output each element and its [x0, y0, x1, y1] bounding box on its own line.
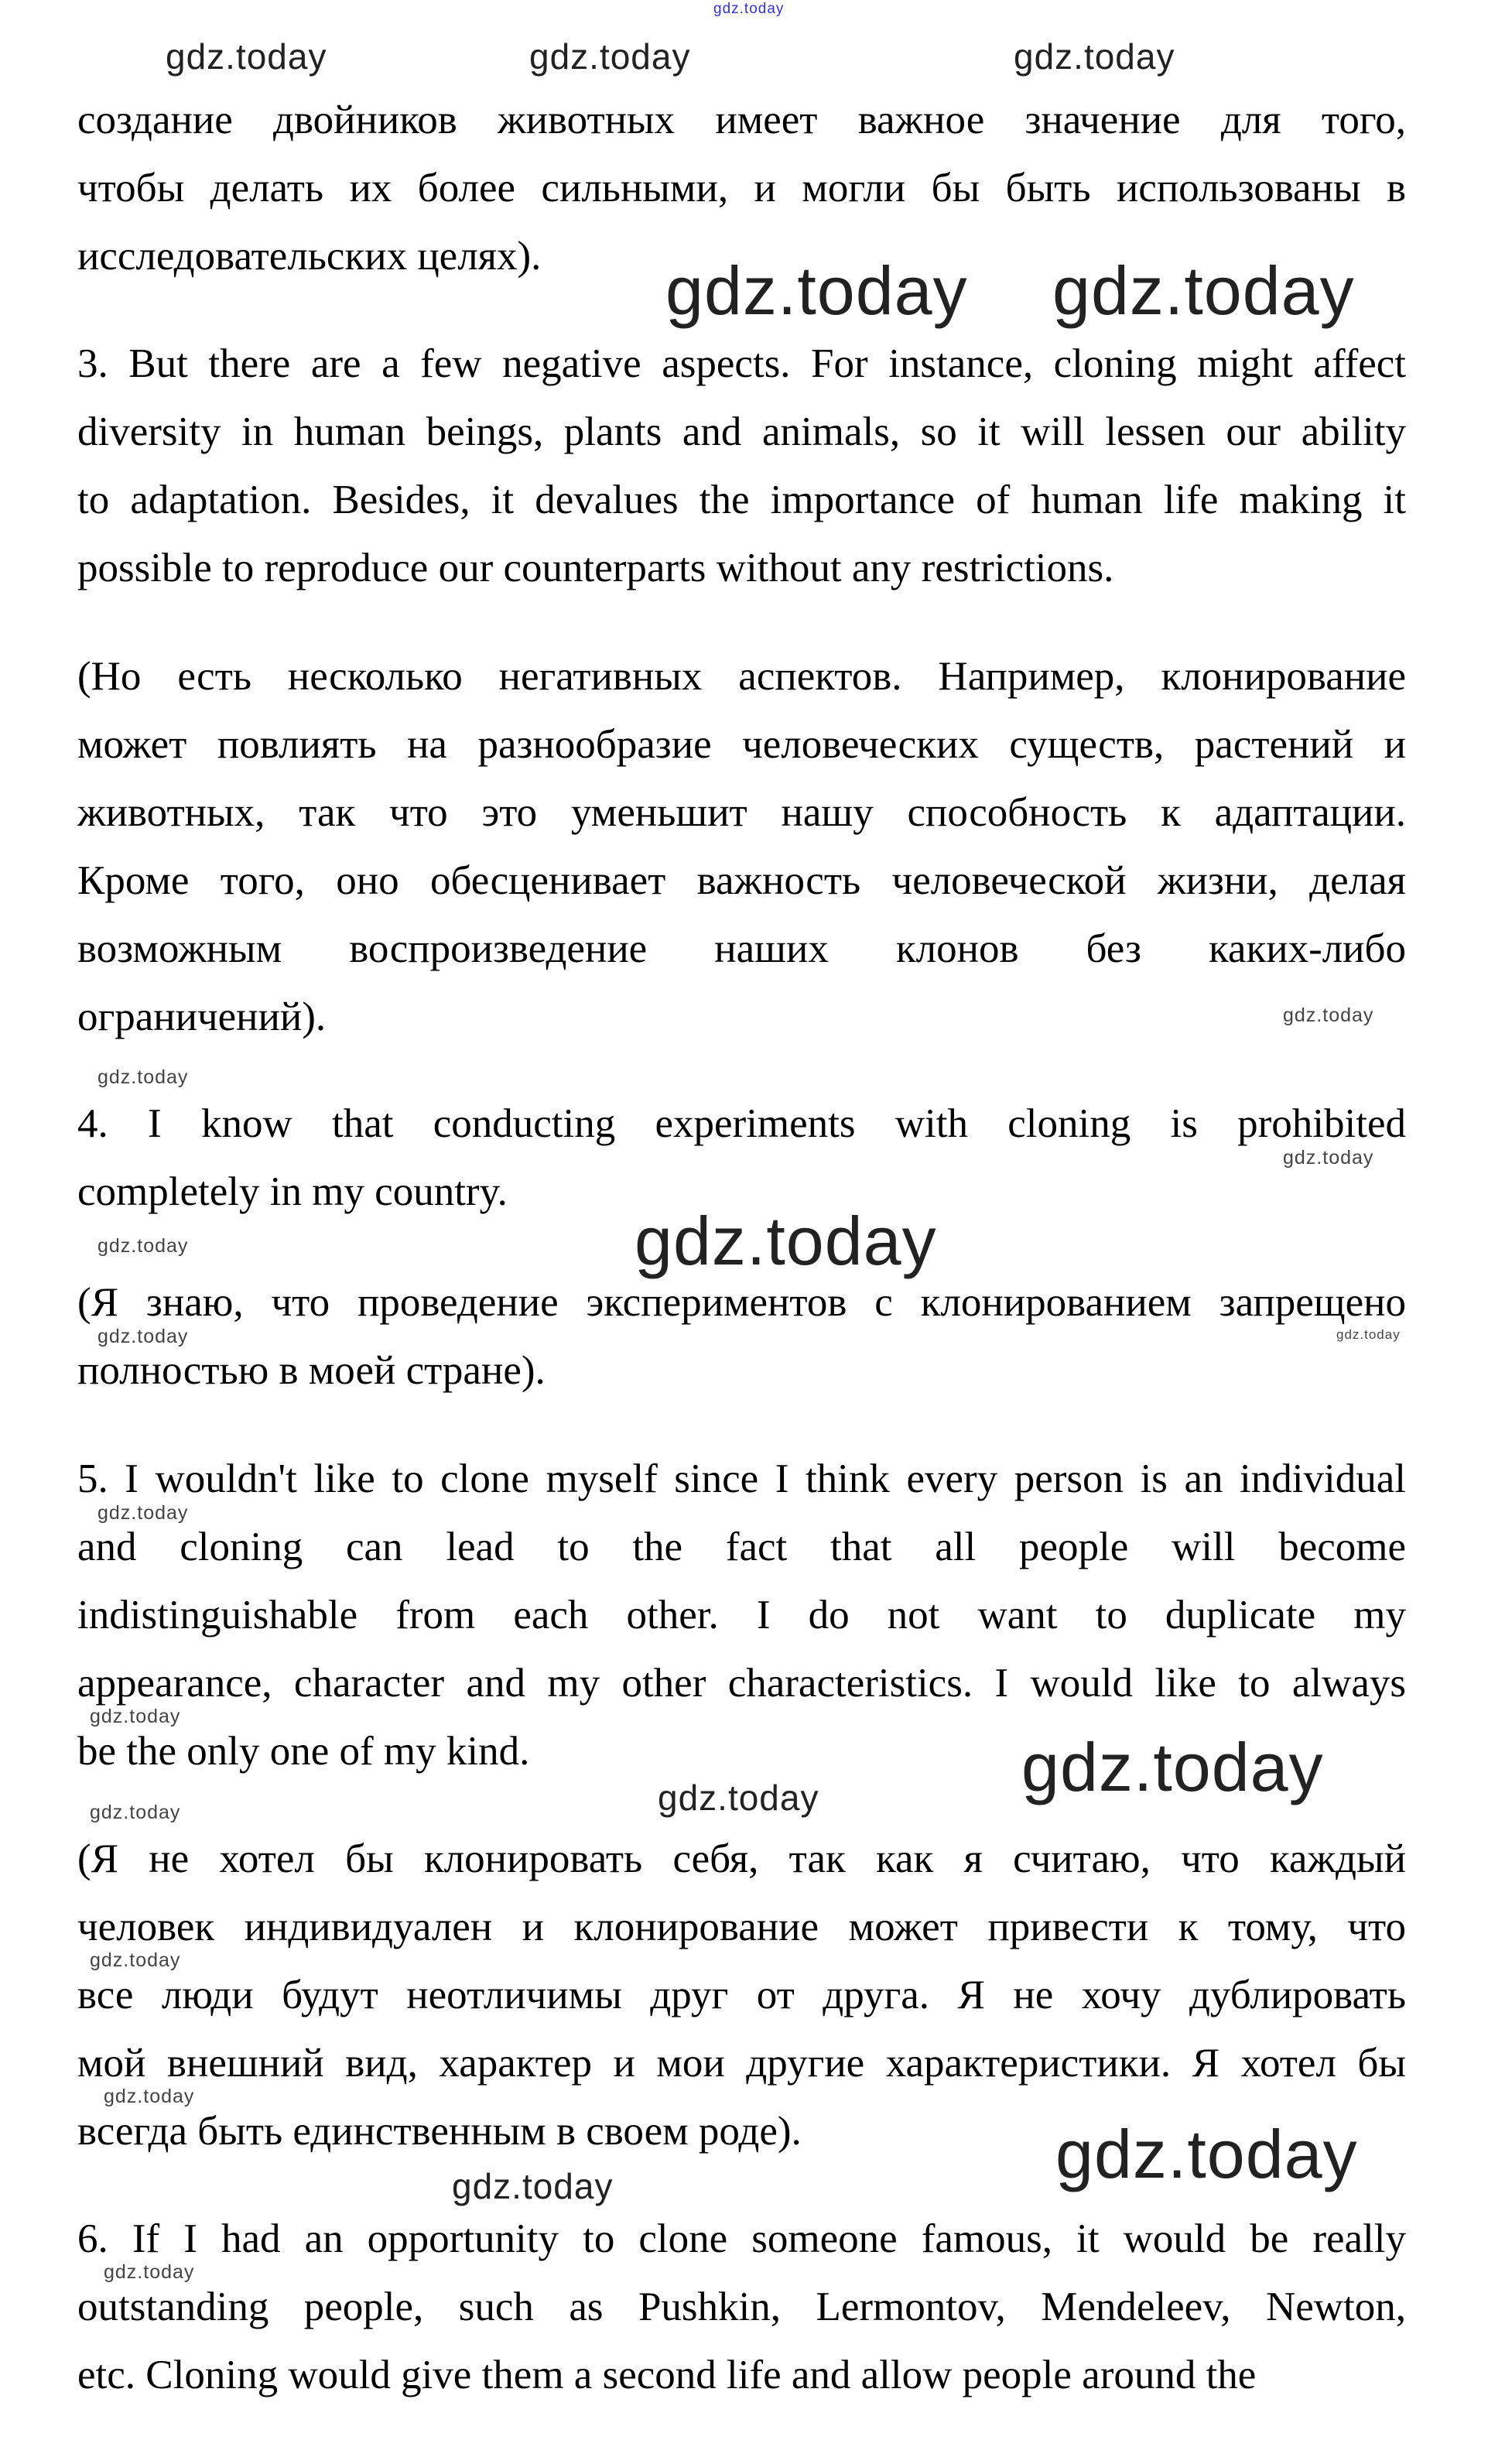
watermark: gdz.today [1283, 1147, 1374, 1169]
text-line: полностью в моей стране). [77, 1348, 546, 1393]
watermark: gdz.today [97, 1502, 189, 1524]
text-line: всегда быть единственным в своем роде). [77, 2109, 802, 2154]
text-line: diversity in human beings, plants and animals, so it will lessen our ability [77, 409, 1406, 454]
text-line: 3. But there are a few negative aspects. For instance, cloning might affect [77, 341, 1406, 386]
paragraph-answer-6-en [77, 2216, 1406, 2420]
watermark: gdz.today [104, 2086, 195, 2107]
text-line: possible to reproduce our counterparts without any restrictions. [77, 546, 1114, 590]
text-line: (Но есть несколько негативных аспектов. Например, клонирование [77, 654, 1406, 699]
text-line: все люди будут неотличимы друг от друга. Я не хочу дублировать [77, 1973, 1406, 2017]
watermark: gdz.today [1052, 252, 1355, 329]
text-line: 4. I know that conducting experiments with cloning is prohibited [77, 1101, 1406, 1146]
watermark: gdz.today [1336, 1327, 1401, 1342]
text-line: indistinguishable from each other. I do not want to duplicate my [77, 1593, 1406, 1638]
text-line: Кроме того, оно обесценивает важность человеческой жизни, делая [77, 858, 1406, 903]
text-line: (Я знаю, что проведение экспериментов с клонированием запрещено [77, 1280, 1406, 1325]
text-line: outstanding people, such as Pushkin, Lermontov, Mendeleev, Newton, [77, 2284, 1406, 2329]
watermark: gdz.today [452, 2166, 614, 2206]
text-line: человек индивидуален и клонирование может привести к тому, что [77, 1904, 1406, 1949]
text-line: etc. Cloning would give them a second life and allow people around the [77, 2353, 1257, 2397]
text-line: мой внешний вид, характер и мои другие характеристики. Я хотел бы [77, 2041, 1406, 2086]
text-line: создание двойников животных имеет важное значение для того, [77, 98, 1406, 142]
watermark-top: gdz.today [713, 1, 785, 17]
watermark: gdz.today [97, 1066, 189, 1088]
paragraph-answer-3-ru [77, 653, 1406, 1062]
text-line: completely in my country. [77, 1169, 508, 1214]
watermark: gdz.today [97, 1326, 189, 1347]
text-line: and cloning can lead to the fact that all people will become [77, 1525, 1406, 1569]
text-line: be the only one of my kind. [77, 1729, 530, 1774]
text-line: возможным воспроизведение наших клонов без каких-либо [77, 926, 1406, 971]
watermark: gdz.today [90, 1949, 181, 1971]
watermark: gdz.today [1014, 36, 1175, 77]
text-line: 5. I wouldn't like to clone myself since I think every person is an individual [77, 1456, 1406, 1501]
text-line: исследовательских целях). [77, 234, 542, 279]
text-line: appearance, character and my other characteristics. I would like to always [77, 1661, 1406, 1706]
text-line: может повлиять на разнообразие человеческих существ, растений и [77, 722, 1406, 767]
watermark: gdz.today [658, 1778, 819, 1818]
watermark: gdz.today [166, 36, 327, 77]
watermark: gdz.today [104, 2261, 195, 2283]
watermark: gdz.today [665, 252, 968, 329]
watermark: gdz.today [1055, 2116, 1358, 2192]
watermark: gdz.today [529, 36, 691, 77]
text-line: животных, так что это уменьшит нашу способность к адаптации. [77, 790, 1406, 835]
text-line: чтобы делать их более сильными, и могли бы быть использованы в [77, 166, 1406, 210]
watermark: gdz.today [1283, 1004, 1374, 1026]
text-line: to adaptation. Besides, it devalues the importance of human life making it [77, 477, 1406, 522]
text-line: ограничений). [77, 994, 327, 1039]
text-line: (Я не хотел бы клонировать себя, так как я считаю, что каждый [77, 1836, 1406, 1881]
watermark: gdz.today [97, 1235, 189, 1257]
paragraph-answer-3-en [77, 341, 1406, 613]
watermark: gdz.today [635, 1203, 937, 1279]
paragraph-answer-4-ru [77, 1279, 1406, 1415]
text-line: 6. If I had an opportunity to clone someone famous, it would be really [77, 2216, 1406, 2261]
watermark: gdz.today [1021, 1729, 1324, 1805]
watermark: gdz.today [90, 1802, 181, 1823]
watermark: gdz.today [90, 1706, 181, 1727]
